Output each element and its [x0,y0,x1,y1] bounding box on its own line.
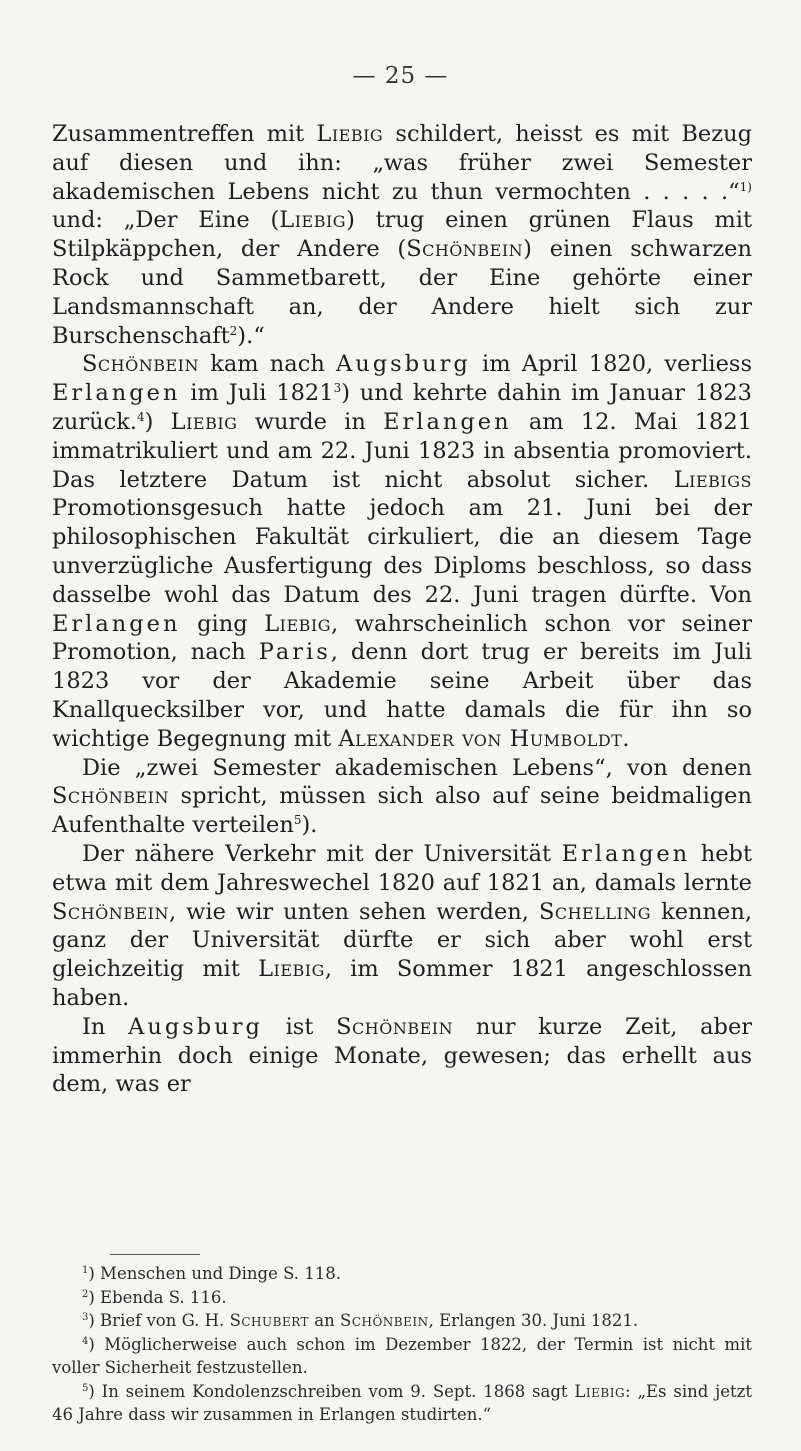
text-run: an [309,1311,341,1330]
text-run: ) In seinem Kondolenzschreiben vom 9. Sept. 1868 sagt [88,1381,575,1401]
person-name: Liebig [264,610,332,637]
person-name: Liebig [258,956,325,983]
text-run: am 12. Mai 1821 immatrikuliert und am 22. Juni 1823 in absentia promoviert. Das letztere Datum ist nicht absolut sicher. [52,408,753,493]
text-run: , wie wir unten sehen werden, [168,898,539,925]
place-name: Paris [258,639,331,666]
text-run: hebt etwa mit dem Jahreswechel 1820 auf 1821 an, damals lernte [52,840,753,896]
footnote-divider [110,1254,200,1255]
footnote [52,1286,752,1310]
text-run: , Erlangen 30. Juni 1821. [428,1311,639,1330]
place-name: Erlangen [52,380,181,407]
text-run: kam nach [198,351,337,378]
text-run: Promotionsgesuch hatte jedoch am 21. Juni bei der philosophischen Fakultät cirkuliert, die an diesem Tage unverzügliche Ausfertigung des Diploms beschloss, so dass dasselbe wohl das Datum des 22. Juni tragen dürfte. Von [52,495,752,608]
footnote [52,1380,752,1427]
person-name: Schubert [229,1311,310,1330]
text-run: , wahrscheinlich schon vor seiner Promotion, nach [52,610,752,666]
text-run: ) trug einen grünen Flaus mit Stilpkäppchen, der Andere ( [52,207,752,263]
text-run: In [82,1013,129,1040]
text-run: : „Es sind jetzt 46 Jahre dass wir zusammen in Erlangen studirten.“ [52,1381,753,1424]
text-run: nur kurze Zeit, aber immerhin doch einige Monate, gewesen; das erhellt aus dem, was er [52,1013,753,1098]
text-run: spricht, müssen sich also auf seine beidmaligen Aufenthalte verteilen [52,783,752,839]
body-text [52,120,752,1099]
paragraph [52,120,752,350]
person-name: Schönbein [82,351,199,378]
paragraph [52,754,752,840]
text-run: , im Sommer 1821 angeschlossen haben. [52,956,752,1011]
paragraph [52,840,752,1013]
text-run: im April 1820, verliess [470,351,752,378]
text-run: Die „zwei Semester akademischen Lebens“, von denen [82,754,752,781]
text-run: Der nähere Verkehr mit der Universität [82,840,562,867]
footnote-number: 3 [82,1312,89,1323]
page-number: — 25 — [352,63,449,89]
text-run: ) Möglicherweise auch schon im Dezember 1822, der Termin ist nicht mit voller Sicherheit festzustellen. [52,1334,752,1377]
text-run: ). [301,812,318,839]
footnote-reference: 1) [739,179,752,194]
footnote-reference: 2 [229,323,238,338]
person-name: Schönbein [52,783,169,810]
footnotes [52,1262,752,1427]
place-name: Augsburg [128,1013,263,1040]
paragraph [52,1013,752,1099]
place-name: Erlangen [383,408,512,435]
person-name: Liebig [279,207,347,234]
person-name: Schönbein [340,1311,429,1330]
footnote-reference: 3 [333,381,342,396]
text-run: Zusammentreffen mit [52,121,317,147]
text-run: ) Brief von G. H. [88,1311,230,1330]
footnote [52,1309,752,1333]
paragraph [52,350,752,753]
text-run: ) einen schwarzen Rock und Sammetbarett, der Eine gehörte einer Landsmannschaft an, der Andere hielt sich zur Burschenschaft [52,236,752,349]
person-name: Liebigs [673,466,752,493]
place-name: Augsburg [336,351,471,378]
footnote [52,1333,752,1380]
place-name: Erlangen [52,610,181,637]
footnote [52,1262,752,1286]
text-run: ) Menschen und Dinge S. 118. [88,1264,342,1283]
person-name: Schönbein [406,236,524,263]
text-run: und: „Der Eine ( [52,207,280,234]
person-name: Schönbein [52,898,169,925]
text-run: kennen, ganz der Universität dürfte er sich aber wohl erst gleichzeitig mit [52,898,752,983]
footnote-number: 1 [82,1265,89,1276]
footnote-number: 5 [82,1382,89,1394]
text-run: schildert, heisst es mit Bezug auf diesen und ihn: „was früher zwei Semester akademischen Lebens nicht zu thun vermochten . . . . .“ [52,121,752,205]
person-name: Schelling [538,898,652,925]
text-run: . [622,725,630,752]
person-name: Liebig [170,408,238,435]
footnote-reference: 5 [293,813,302,828]
person-name: Schönbein [336,1013,454,1040]
footnote-number: 2 [82,1288,89,1300]
text-run: ist [262,1013,337,1040]
text-run: ging [180,610,265,637]
person-name: Liebig [316,121,384,147]
text-run: im Juli 1821 [180,380,334,407]
person-name: Liebig [574,1381,626,1401]
footnote-reference: 4 [136,409,145,424]
text-run: , denn dort trug er bereits im Juli 1823 vor der Akademie seine Arbeit über das Knallquecksilber vor, und hatte damals die für ihn so wichtige Begegnung mit [52,639,752,752]
footnote-number: 4 [82,1335,89,1347]
person-name: Alexander von Humboldt [338,725,623,752]
text-run: ).“ [237,322,265,349]
place-name: Erlangen [561,840,691,867]
text-run: ) Ebenda S. 116. [88,1287,227,1307]
text-run: wurde in [237,408,384,435]
text-run: ) und kehrte dahin im Januar 1823 zurück. [52,380,752,435]
text-run: ) [144,408,171,435]
